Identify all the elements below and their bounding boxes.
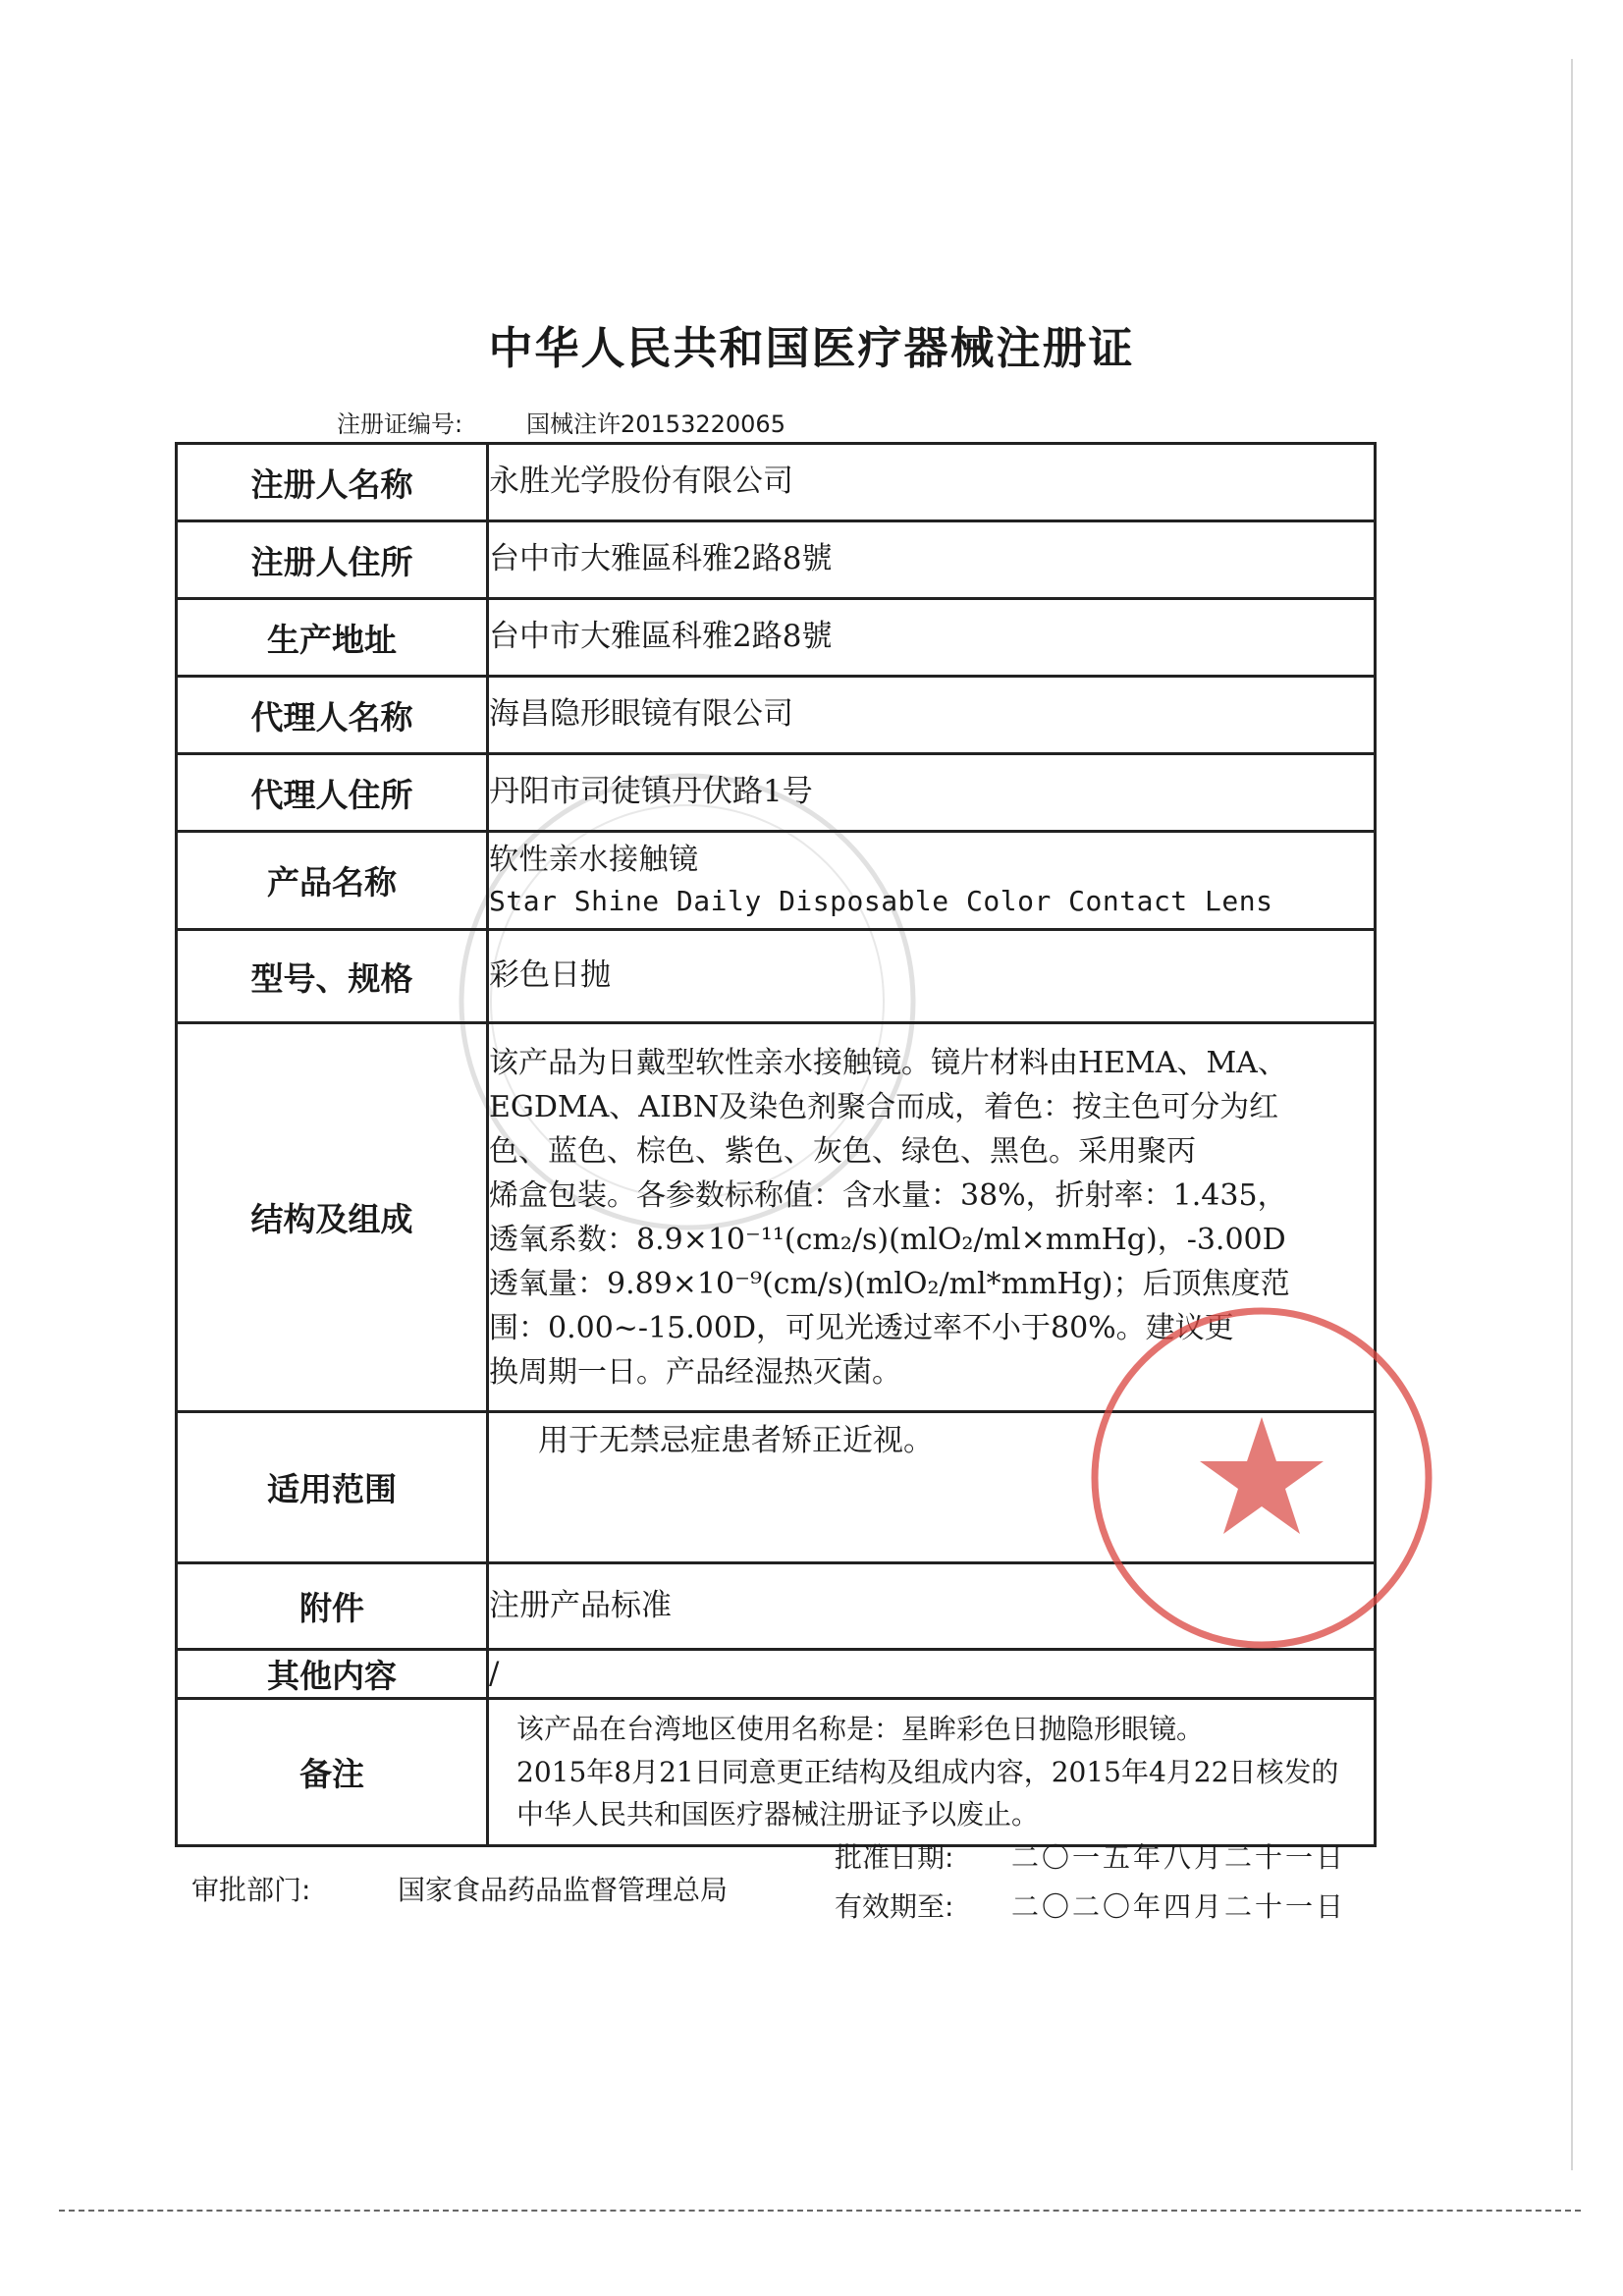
table-row [177,1650,1376,1699]
table-row [177,832,1376,930]
structure-line: 围：0.00~-15.00D，可见光透过率不小于80%。建议更 [489,1310,1234,1345]
model-spec-label: 型号、规格 [177,930,488,1023]
valid-until: 二〇二〇年四月二十一日 [1011,1890,1347,1923]
approval-dept-label: 审批部门: [191,1874,311,1906]
remarks-line: 2015年8月21日同意更正结构及组成内容，2015年4月22日核发的 [516,1755,1339,1788]
valid-until-label: 有效期至: [835,1890,954,1923]
remarks-line: 该产品在台湾地区使用名称是：星眸彩色日抛隐形眼镜。 [516,1713,1205,1746]
scan-bottom-rule [59,2210,1581,2212]
registration-number-label: 注册证编号: [337,410,463,438]
approval-date-label: 批准日期: [835,1841,954,1874]
attachment-label: 附件 [177,1563,488,1650]
red-company-seal [1085,1301,1438,1655]
structure-line: 色、蓝色、棕色、紫色、灰色、绿色、黑色。采用聚丙 [489,1133,1196,1169]
scope-label: 适用范围 [177,1412,488,1563]
registration-number: 国械注许20153220065 [526,410,785,438]
structure-line: 该产品为日戴型软性亲水接触镜。镜片材料由HEMA、MA、 [489,1045,1287,1080]
table-row [177,1699,1376,1846]
approval-dept: 国家食品药品监督管理总局 [398,1874,729,1906]
page-title: 中华人民共和国医疗器械注册证 [488,322,1135,374]
table-row [177,754,1376,832]
other-value: / [488,1650,1376,1699]
agent-address-label: 代理人住所 [177,754,488,832]
product-name-label: 产品名称 [177,832,488,930]
remarks-label: 备注 [177,1699,488,1846]
structure-line: 透氧量：9.89×10⁻⁹(cm/s)(mlO₂/ml*mmHg)；后顶焦度范 [489,1266,1290,1301]
registrant-address-value: 台中市大雅區科雅2路8號 [488,521,1376,599]
structure-line: 烯盒包装。各参数标称值：含水量：38%，折射率：1.435， [489,1177,1287,1213]
product-name-cn: 软性亲水接触镜 [489,843,699,878]
structure-line: 换周期一日。产品经湿热灭菌。 [489,1354,901,1390]
production-address-value: 台中市大雅區科雅2路8號 [488,599,1376,677]
agent-name-value: 海昌隐形眼镜有限公司 [488,677,1376,754]
product-name-en: Star Shine Daily Disposable Color Contact Lens [489,884,1273,917]
remarks-value [488,1699,1376,1846]
approval-date: 二〇一五年八月二十一日 [1011,1841,1347,1874]
production-address-label: 生产地址 [177,599,488,677]
scope-value: 用于无禁忌症患者矫正近视。 [488,1412,1376,1563]
agent-address-value: 丹阳市司徒镇丹伏路1号 [488,754,1376,832]
table-row [177,444,1376,521]
table-row [177,599,1376,677]
structure-line: EGDMA、AIBN及染色剂聚合而成，着色：按主色可分为红 [489,1089,1279,1124]
structure-label: 结构及组成 [177,1023,488,1412]
attachment-value: 注册产品标准 [488,1563,1376,1650]
product-name-value [488,832,1376,930]
model-spec-value: 彩色日抛 [488,930,1376,1023]
registrant-name-label: 注册人名称 [177,444,488,521]
registrant-address-label: 注册人住所 [177,521,488,599]
table-row [177,677,1376,754]
structure-line: 透氧系数：8.9×10⁻¹¹(cm₂/s)(mlO₂/ml×mmHg)，-3.00D [489,1222,1286,1257]
registrant-name-value: 永胜光学股份有限公司 [488,444,1376,521]
other-label: 其他内容 [177,1650,488,1699]
remarks-line: 中华人民共和国医疗器械注册证予以废止。 [516,1798,1040,1831]
table-row [177,521,1376,599]
table-row [177,930,1376,1023]
agent-name-label: 代理人名称 [177,677,488,754]
